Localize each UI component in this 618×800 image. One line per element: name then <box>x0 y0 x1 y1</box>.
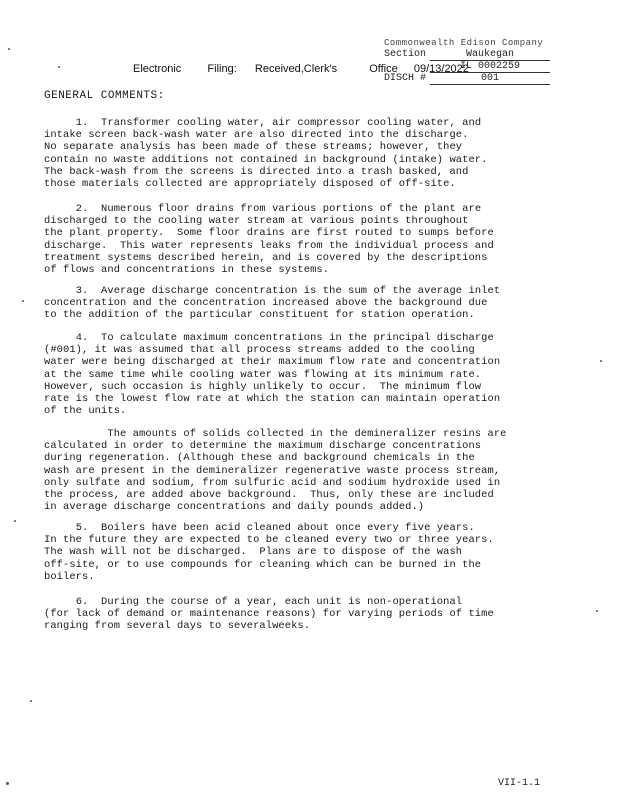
comment-paragraph-5: The amounts of solids collected in the demineralizer resins are calculated in order to determine the maximum discharge concentrations during regeneration. (Although these and background chemicals in the wash are present in the demineralizer regenerative waste process stream, only sulfate and sodium, from sulfuric acid and sodium hydroxide used in the process, are added above background. Thus, only these are included in average discharge concentrations and daily pounds added.) <box>44 428 507 514</box>
scan-speck <box>596 610 598 612</box>
scan-speck <box>14 520 16 522</box>
page-number: VII-1.1 <box>498 778 541 789</box>
discharge-row <box>384 73 584 85</box>
comment-paragraph-3: 3. Average discharge concentration is the sum of the average inlet concentration and the concentration increased above the background due to the addition of the particular constituent for station operation. <box>44 285 501 322</box>
stamp-date: 09/13/2022 <box>413 63 469 75</box>
station-line: IL 0002259 <box>430 61 550 73</box>
scan-speck <box>8 48 10 50</box>
comment-paragraph-1: 1. Transformer cooling water, air compressor cooling water, and intake screen back-wash water are also directed into the discharge. No separate analysis has been made of these streams; however, they contain no waste additions not contained in background (intake) water. The back-wash from the screens is directed into a trash basked, and those materials collected are appropriately disposed of off-site. <box>44 117 488 191</box>
comment-paragraph-2: 2. Numerous floor drains from various portions of the plant are discharged to the cooling water stream at various points throughout the plant property. Some floor drains are first routed to sumps before discharge. This water represents leaks from the individual process and treatment systems described herein, and is covered by the descriptions of flows and concentrations in these systems. <box>44 203 494 277</box>
discharge-value: 001 <box>430 73 550 85</box>
comment-paragraph-7: 6. During the course of a year, each unit is non-operational (for lack of demand or maintenance reasons) for varying periods of time ranging from several days to severalweeks. <box>44 596 494 633</box>
stamp-filing: Filing: <box>207 63 237 75</box>
stamp-electronic: Electronic <box>133 63 182 75</box>
company-line: Commonwealth Edison Company <box>384 38 544 48</box>
scan-speck <box>22 300 24 302</box>
scan-speck <box>58 66 60 68</box>
scan-speck <box>30 700 32 702</box>
station-row <box>384 61 584 73</box>
scan-speck <box>600 360 602 362</box>
stamp-office: Office <box>369 63 398 75</box>
discharge-label: DISCH # <box>384 73 427 84</box>
scan-speck <box>6 782 9 785</box>
stamp-received: Received,Clerk's <box>254 63 338 75</box>
section-value: Waukegan <box>430 49 550 61</box>
page-title: GENERAL COMMENTS: <box>44 90 165 102</box>
comment-paragraph-4: 4. To calculate maximum concentrations in the principal discharge (#001), it was assumed that all process streams added to the cooling water were being discharged at their maximum flow rate and concentration at the same time while cooling water was flowing at its minimum rate. However, such occasion is highly unlikely to occur. The minimum flow rate is the lowest flow rate at which the station can maintain operation of the units. <box>44 332 501 418</box>
comment-paragraph-6: 5. Boilers have been acid cleaned about once every five years. In the future they are expected to be cleaned every two or three years. The wash will not be discharged. Plans are to dispose of the wash off-site, or to use compounds for cleaning which can be burned in the boilers. <box>44 522 494 583</box>
header-block <box>384 38 584 85</box>
section-row <box>384 49 584 61</box>
section-label: Section <box>384 49 427 60</box>
